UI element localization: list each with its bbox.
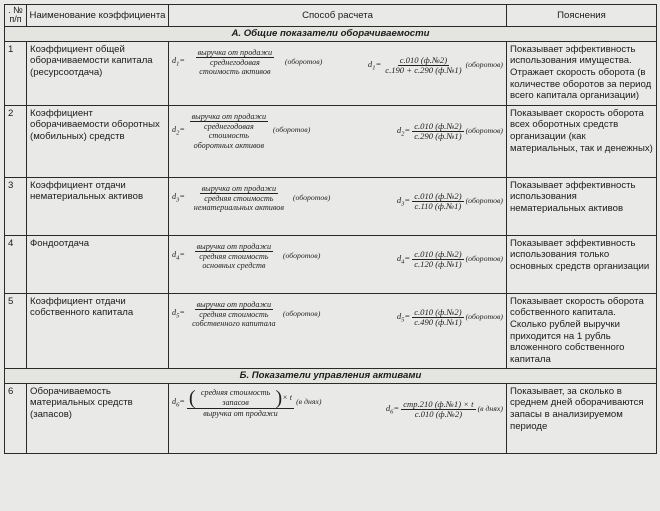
formula-report-lines: $d_6=$ $\frac{\text{стр.210 (ф.№1) × t}}{с.010 (ф.№2)}$ (в днях) [385,398,503,420]
formula-cell [169,235,507,293]
header-notes: Пояснения [507,5,657,27]
header-name: Наименование коэффициента [27,5,169,27]
formula-report-lines: $d_2=$ $\frac{с.010 (ф.№2)}{с.290 (ф.№1)}$ (оборотов) [396,120,503,142]
formula-report-lines: $d_1=$ $\frac{с.010 (ф.№2)}{с.190 + с.290 (ф.№1)}$ (оборотов) [367,54,503,76]
formula-general: $d_4=$ $\frac{\text{выручка от продажи}}{\text{средняя стоимость основных средств}}$ (оборотов) [172,241,321,271]
formula-cell [169,105,507,177]
header-method: Способ расчета [169,5,507,27]
row-number: 4 [5,235,27,293]
formula-general: $d_2=$ $\frac{\text{выручка от продажи}}{\text{среднегодовая стоимость оборотных активов}}$ (оборотов) [172,111,311,150]
coefficient-name: Коэффициент отдачи нематериальных активов [27,177,169,235]
table-row [5,235,657,293]
row-number: 2 [5,105,27,177]
section-a-title: А. Общие показатели оборачиваемости [5,26,657,41]
formula-unit: (оборотов) [284,56,323,66]
table-row [5,41,657,105]
formula-cell [169,41,507,105]
coefficient-name: Фондоотдача [27,235,169,293]
explanation: Показывает эффективность использования имущества. Отражает скорость оборота (в количестве оборотов за период всего капитала организации) [507,41,657,105]
coefficient-name: Коэффициент оборачиваемости оборотных (мобильных) средств [27,105,169,177]
row-number: 6 [5,383,27,453]
formula-numerator: выручка от продажи [197,47,273,57]
section-b-title: Б. Показатели управления активами [5,368,657,383]
formula-cell [169,293,507,368]
table-row [5,177,657,235]
row-number: 5 [5,293,27,368]
formula-report-lines: $d_3=$ $\frac{с.010 (ф.№2)}{с.110 (ф.№1)}$ (оборотов) [396,190,503,212]
formula-denominator: среднегодовая стоимость активов [199,58,271,77]
explanation: Показывает эффективность использования только основных средств организации [507,235,657,293]
coefficient-name: Коэффициент общей оборачиваемости капитала (ресурсоотдача) [27,41,169,105]
coefficient-name: Коэффициент отдачи собственного капитала [27,293,169,368]
table-row [5,293,657,368]
formula-general: $d_3=$ $\frac{\text{выручка от продажи}}{\text{средняя стоимость нематериальных активов}}$ (оборотов) [172,183,331,213]
formula-cell [169,177,507,235]
coefficient-name: Оборачиваемость материальных средств (запасов) [27,383,169,453]
explanation: Показывает, за сколько в среднем дней оборачиваются запасы в анализируемом периоде [507,383,657,453]
coefficients-table [4,4,657,454]
formula-general: $d_6=$ ( средняя стоимость запасов ) × t выручка от продажи (в днях) [172,386,322,418]
explanation: Показывает скорость оборота всех оборотных средств организации (как материальных, так и денежных) [507,105,657,177]
row-number: 3 [5,177,27,235]
formula-report-lines: $d_4=$ $\frac{с.010 (ф.№2)}{с.120 (ф.№1)}$ (оборотов) [396,248,503,270]
row-number: 1 [5,41,27,105]
section-a-row [5,26,657,41]
header-number: . № п/п [5,5,27,27]
formula-cell [169,383,507,453]
explanation: Показывает эффективность использования нематериальных активов [507,177,657,235]
table-row [5,105,657,177]
formula-general: $d_5=$ $\frac{\text{выручка от продажи}}{\text{средняя стоимость собственного капитала}}$ (оборотов) [172,299,321,329]
formula-general: $d_1=$ $\frac{\text{выручка от продажи}}{\text{среднегодовая стоимость активов}}$ (оборотов) [172,47,323,77]
formula-report-lines: $d_5=$ $\frac{с.010 (ф.№2)}{с.490 (ф.№1)}$ (оборотов) [396,306,503,328]
explanation: Показывает скорость оборота собственного капитала. Сколько рублей выручки приходится на 1 рубль вложенного собственного капитала [507,293,657,368]
table-header-row [5,5,657,27]
table-row [5,383,657,453]
section-b-row [5,368,657,383]
formula-inner-term: средняя стоимость запасов [200,388,271,407]
